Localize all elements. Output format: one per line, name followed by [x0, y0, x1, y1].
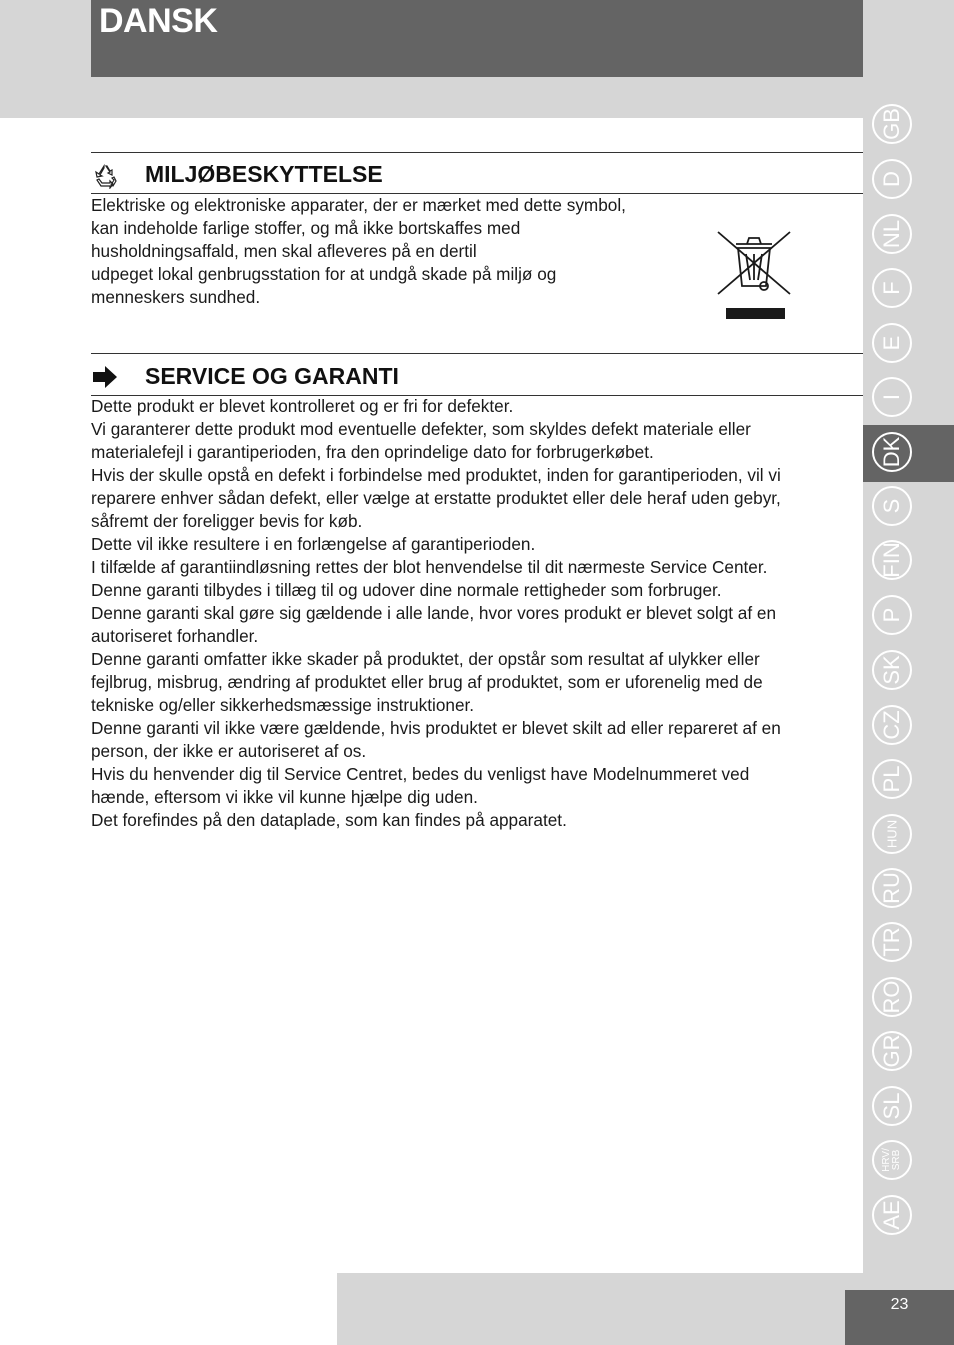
language-tab-cz[interactable]: CZ: [872, 705, 912, 745]
language-tab-ru[interactable]: RU: [872, 868, 912, 908]
language-tab-f[interactable]: F: [872, 268, 912, 308]
language-tab-gb[interactable]: GB: [872, 104, 912, 144]
section-divider-top: [91, 353, 863, 354]
language-tab-hrv-srb[interactable]: HRV/ SRB: [872, 1140, 912, 1180]
text-line: Denne garanti vil ikke være gældende, hvis produktet er blevet skilt ad eller repareret af en: [91, 718, 781, 738]
page-number: 23: [890, 1296, 909, 1313]
language-tab-p[interactable]: P: [872, 595, 912, 635]
language-tab-pl[interactable]: PL: [872, 759, 912, 799]
footer-block: [337, 1273, 863, 1345]
text-line: kan indeholde farlige stoffer, og må ikke bortskaffes med: [91, 218, 521, 238]
page-title: DANSK: [99, 2, 218, 40]
text-line: Vi garanterer dette produkt mod eventuelle defekter, som skyldes defekt materiale eller: [91, 419, 751, 439]
text-line: Denne garanti skal gøre sig gældende i alle lande, hvor vores produkt er blevet solgt af en: [91, 603, 777, 623]
text-line: reparere enhver sådan defekt, eller vælge at erstatte produktet eller dele heraf uden gebyr,: [91, 488, 781, 508]
text-line: hænde, eftersom vi ikke vil kunne hjælpe dig uden.: [91, 787, 478, 807]
language-tab-hun[interactable]: HUN: [872, 814, 912, 854]
recycle-icon: [93, 163, 119, 194]
text-line: husholdningsaffald, men skal afleveres på en dertil: [91, 241, 477, 261]
text-line: Denne garanti tilbydes i tillæg til og udover dine normale rettigheder som forbruger.: [91, 580, 722, 600]
page-number-box: [845, 1290, 954, 1345]
arrow-right-icon: [93, 366, 117, 393]
language-tab-sk[interactable]: SK: [872, 650, 912, 690]
language-tab-tr[interactable]: TR: [872, 922, 912, 962]
text-line: autoriseret forhandler.: [91, 626, 259, 646]
text-line: menneskers sundhed.: [91, 287, 261, 307]
language-tab-nl[interactable]: NL: [872, 214, 912, 254]
text-line: Hvis der skulle opstå en defekt i forbindelse med produktet, inden for garantiperioden, vil vi: [91, 465, 781, 485]
text-line: Dette vil ikke resultere i en forlængelse af garantiperioden.: [91, 534, 536, 554]
language-tab-gr[interactable]: GR: [872, 1031, 912, 1071]
language-tab-i[interactable]: I: [872, 377, 912, 417]
language-tab-e[interactable]: E: [872, 323, 912, 363]
text-line: Dette produkt er blevet kontrolleret og er fri for defekter.: [91, 396, 514, 416]
language-tab-ae[interactable]: AE: [872, 1195, 912, 1235]
text-line: fejlbrug, misbrug, ændring af produktet eller brug af produktet, som er uforenelig med de: [91, 672, 763, 692]
language-tab-dk[interactable]: DK: [872, 432, 912, 472]
section-heading-environment: MILJØBESKYTTELSE: [145, 161, 383, 187]
text-line: udpeget lokal genbrugsstation for at undgå skade på miljø og: [91, 264, 557, 284]
text-line: materialefejl i garantiperioden, fra den oprindelige dato for forbrugerkøbet.: [91, 442, 654, 462]
text-line: I tilfælde af garantiindløsning rettes der blot henvendelse til dit nærmeste Service Center.: [91, 557, 768, 577]
text-line: såfremt der foreligger bevis for køb.: [91, 511, 363, 531]
language-tab-ro[interactable]: RO: [872, 977, 912, 1017]
environment-text: [91, 194, 626, 309]
text-line: Denne garanti omfatter ikke skader på produktet, der opstår som resultat af ulykker eller: [91, 649, 760, 669]
service-text: [91, 395, 781, 832]
title-bar: [91, 0, 863, 77]
text-line: Hvis du henvender dig til Service Centret, bedes du venligst have Modelnummeret ved: [91, 764, 750, 784]
section-heading-service: SERVICE OG GARANTI: [145, 363, 399, 389]
text-line: Elektriske og elektroniske apparater, der er mærket med dette symbol,: [91, 195, 626, 215]
language-tab-d[interactable]: D: [872, 159, 912, 199]
section-divider-top: [91, 152, 863, 153]
language-tab-s[interactable]: S: [872, 486, 912, 526]
text-line: tekniske og/eller sikkerhedsmæssige instruktioner.: [91, 695, 475, 715]
crossed-out-wheelie-bin-icon: [714, 228, 794, 328]
text-line: person, der ikke er autoriseret af os.: [91, 741, 367, 761]
text-line: Det forefindes på den dataplade, som kan findes på apparatet.: [91, 810, 567, 830]
language-tab-sl[interactable]: SL: [872, 1086, 912, 1126]
language-tab-fin[interactable]: FIN: [872, 540, 912, 580]
